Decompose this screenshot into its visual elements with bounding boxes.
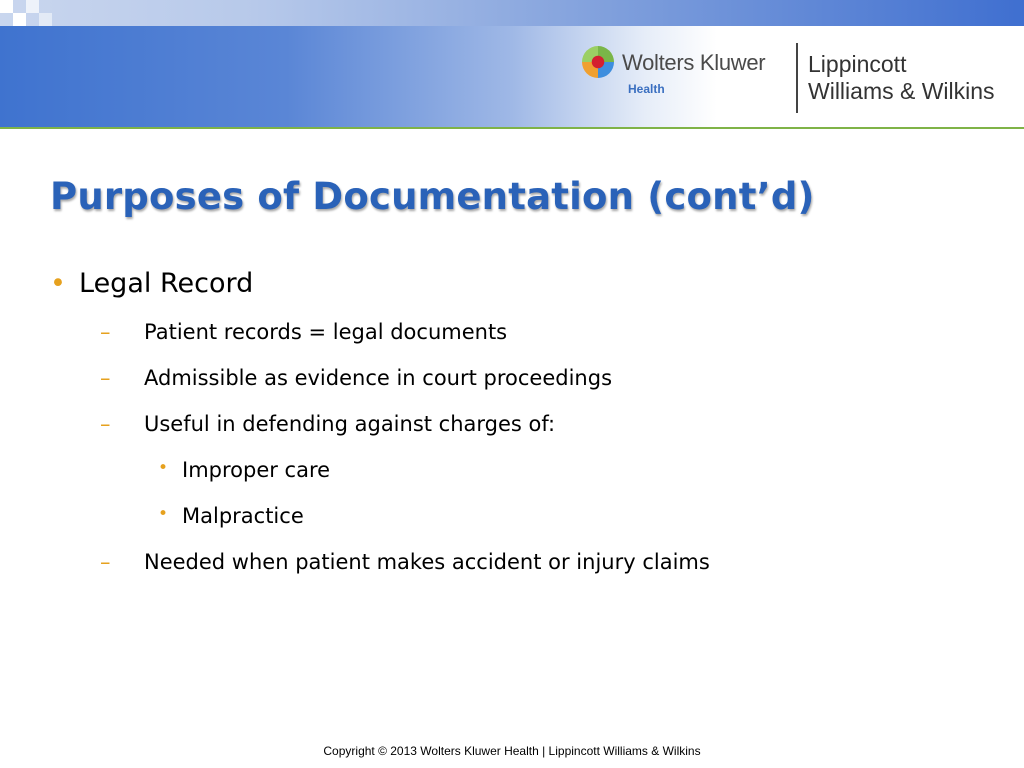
publisher-name: Wolters Kluwer bbox=[622, 50, 766, 75]
decor-square bbox=[26, 0, 39, 13]
decor-square bbox=[0, 0, 13, 13]
sub-bullet-text: Needed when patient makes accident or injury claims bbox=[144, 550, 710, 574]
publisher-logo bbox=[578, 40, 1024, 115]
publisher-sub: Health bbox=[628, 82, 665, 96]
globe-logo-icon bbox=[582, 46, 614, 78]
decor-square bbox=[13, 13, 26, 26]
bullet-marker: • bbox=[50, 268, 66, 299]
decor-square bbox=[39, 13, 52, 26]
sub-bullet-text: Useful in defending against charges of: bbox=[144, 412, 556, 436]
copyright-footer: Copyright © 2013 Wolters Kluwer Health | Lippincott Williams & Wilkins bbox=[323, 744, 701, 758]
sub-bullet-text: Patient records = legal documents bbox=[144, 320, 508, 344]
sub-sub-bullet-text: Improper care bbox=[182, 458, 331, 482]
sub-sub-bullet-text: Malpractice bbox=[182, 504, 304, 528]
dash-marker: – bbox=[100, 320, 111, 344]
dash-marker: – bbox=[100, 366, 111, 390]
header-rule bbox=[0, 127, 1024, 129]
slide-title: Purposes of Documentation (cont’d) bbox=[50, 175, 815, 218]
imprint-line-1: Lippincott bbox=[808, 51, 907, 77]
dash-marker: – bbox=[100, 550, 111, 574]
imprint-line-2: Williams & Wilkins bbox=[808, 78, 995, 104]
bullet-marker: • bbox=[158, 458, 169, 478]
bullet-text: Legal Record bbox=[79, 268, 254, 299]
dash-marker: – bbox=[100, 412, 111, 436]
header-top-strip bbox=[0, 0, 1024, 26]
bullet-marker: • bbox=[158, 504, 169, 524]
logo-divider bbox=[796, 43, 798, 113]
sub-bullet-text: Admissible as evidence in court proceedings bbox=[144, 366, 613, 390]
